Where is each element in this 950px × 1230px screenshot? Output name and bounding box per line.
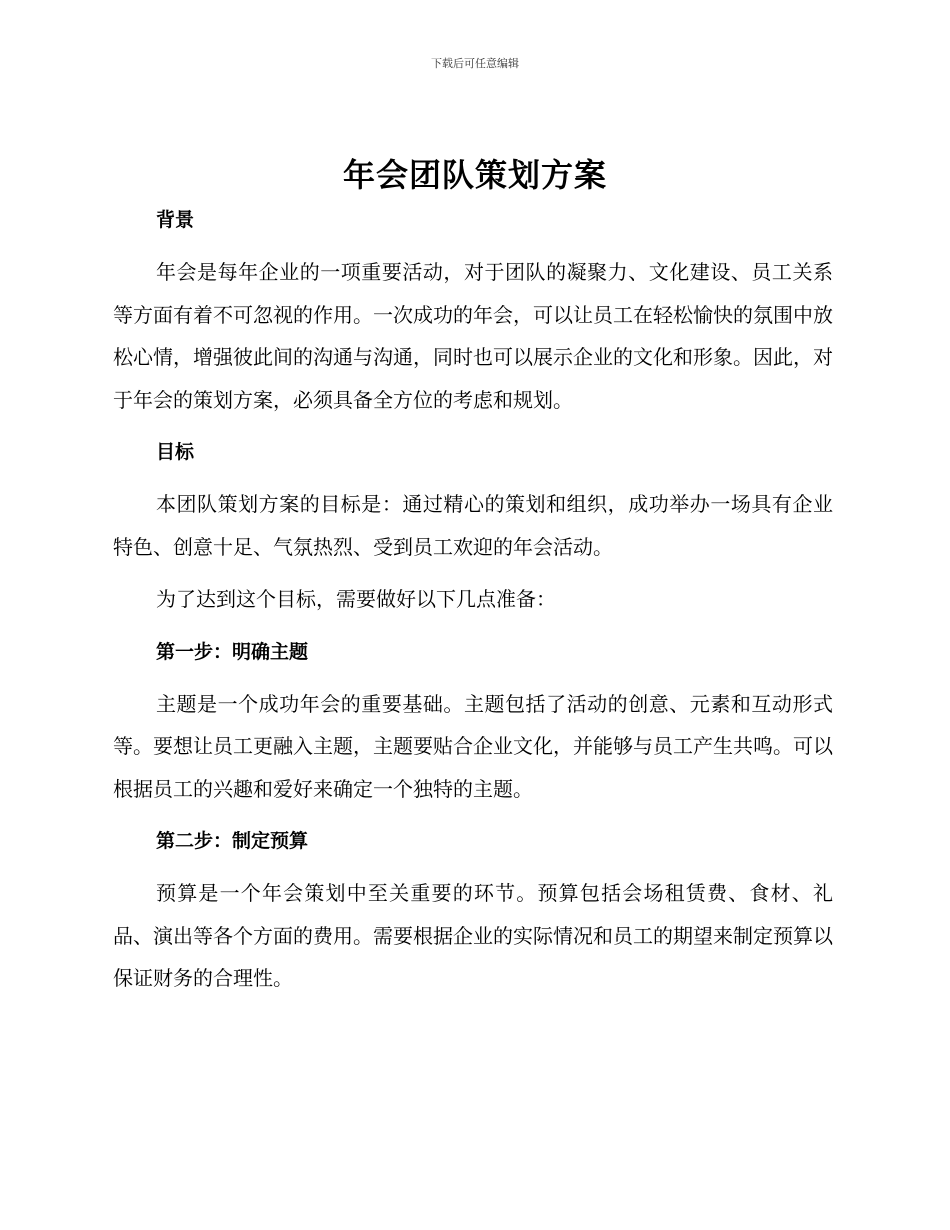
paragraph-goal: 本团队策划方案的目标是：通过精心的策划和组织，成功举办一场具有企业特色、创意十足、气氛热烈、受到员工欢迎的年会活动。 xyxy=(113,492,833,559)
heading-step2: 第二步：制定预算 xyxy=(156,830,309,852)
paragraph-step1: 主题是一个成功年会的重要基础。主题包括了活动的创意、元素和互动形式等。要想让员工更融入主题，主题要贴合企业文化，并能够与员工产生共鸣。可以根据员工的兴趣和爱好来确定一个独特的主题。 xyxy=(113,691,833,801)
header-note: 下载后可任意编辑 xyxy=(431,57,519,70)
page-title: 年会团队策划方案 xyxy=(342,156,607,194)
heading-step1: 第一步：明确主题 xyxy=(156,640,309,663)
paragraph-background: 年会是每年企业的一项重要活动，对于团队的凝聚力、文化建设、员工关系等方面有着不可忽视的作用。一次成功的年会，可以让员工在轻松愉快的氛围中放松心情，增强彼此间的沟通与沟通，同时也可以展示企业的文化和形象。因此，对于年会的策划方案，必须具备全方位的考虑和规划。 xyxy=(113,260,833,412)
paragraph-step2: 预算是一个年会策划中至关重要的环节。预算包括会场租赁费、食材、礼品、演出等各个方面的费用。需要根据企业的实际情况和员工的期望来制定预算以保证财务的合理性。 xyxy=(113,881,833,990)
heading-background: 背景 xyxy=(156,209,195,231)
document-body xyxy=(113,203,833,1000)
heading-goal: 目标 xyxy=(156,441,195,463)
paragraph-goal-prep: 为了达到这个目标，需要做好以下几点准备： xyxy=(156,587,556,611)
